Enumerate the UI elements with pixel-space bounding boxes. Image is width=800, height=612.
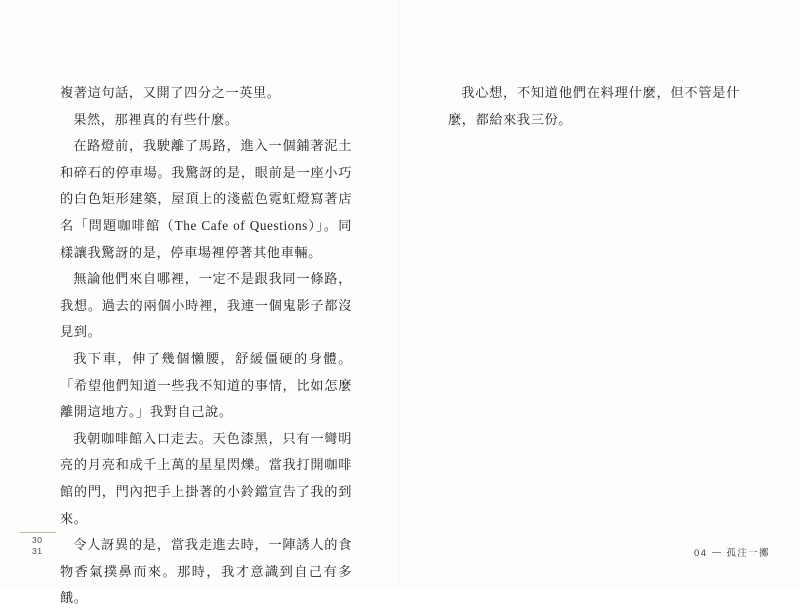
- folio-number-first: 30: [32, 535, 43, 545]
- right-page-folio: [694, 545, 770, 559]
- paragraph: 複著這句話，又開了四分之一英里。: [60, 85, 281, 100]
- folio-chapter-title: 孤注一擲: [726, 548, 770, 559]
- left-page-text-column: [60, 80, 352, 612]
- paragraph: 果然，那裡真的有些什麼。: [73, 111, 239, 127]
- paragraph: 我朝咖啡館入口走去。天色漆黑，只有一彎明亮的月亮和成千上萬的星星閃爍。當我打開咖啡館的門，門內把手上掛著的小鈴鐺宣告了我的到來。: [60, 430, 352, 526]
- page-gutter-shadow: [398, 0, 402, 587]
- paragraph: 我下車，伸了幾個懶腰，舒緩僵硬的身體。「希望他們知道一些我不知道的事情，比如怎麼離開這地方。」我對自己說。: [60, 350, 352, 420]
- folio-chapter-number: 04: [694, 548, 708, 559]
- paragraph: 令人訝異的是，當我走進去時，一陣誘人的食物香氣撲鼻而來。那時，我才意識到自己有多餓。: [60, 537, 352, 606]
- folio-number-second: 31: [32, 546, 43, 556]
- left-page-folio: [32, 535, 42, 557]
- paragraph: 無論他們來自哪裡，一定不是跟我同一條路，我想。過去的兩個小時裡，我連一個鬼影子都沒見到。: [60, 271, 352, 340]
- folio-separator-icon: [712, 552, 721, 553]
- left-page: [0, 0, 400, 606]
- right-page: [400, 0, 800, 587]
- right-page-text-column: [448, 80, 740, 133]
- paragraph: 我心想，不知道他們在料理什麼，但不管是什麼，都給來我三份。: [448, 85, 740, 127]
- paragraph: 在路燈前，我駛離了馬路，進入一個鋪著泥土和碎石的停車場。我驚訝的是，眼前是一座小巧的白色矩形建築，屋頂上的淺藍色霓虹燈寫著店名「問題咖啡館（The Cafe of Questions）」。同樣讓我驚訝的是，停車場裡停著其他車輛。: [60, 138, 352, 260]
- folio-divider: [20, 532, 56, 533]
